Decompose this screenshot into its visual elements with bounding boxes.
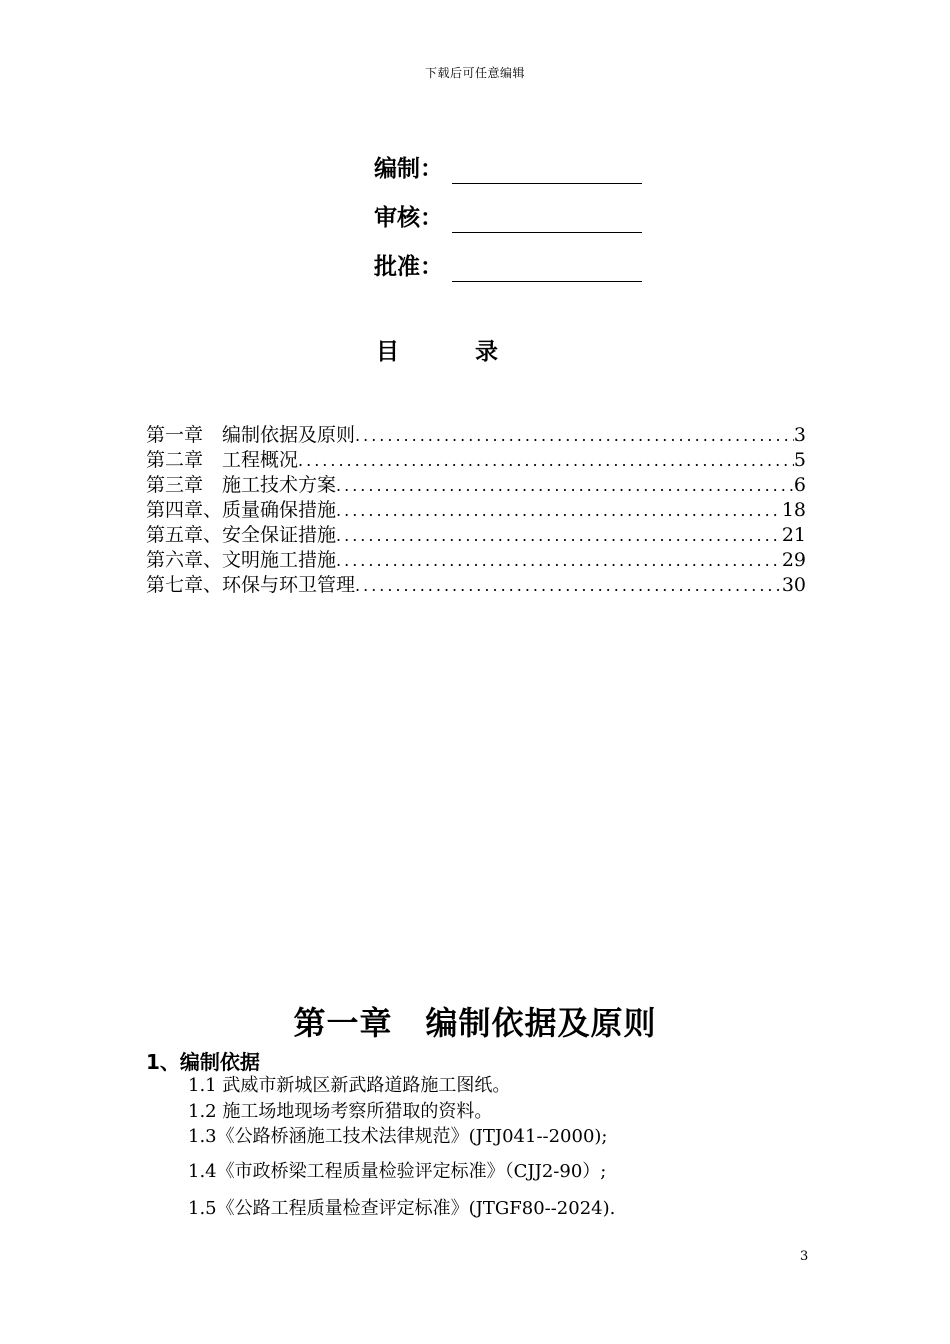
toc-leader-dots	[336, 473, 794, 498]
toc-leader-dots	[336, 523, 782, 548]
toc-entry[interactable]	[146, 448, 806, 473]
signature-line	[452, 255, 642, 282]
signature-line	[452, 157, 642, 184]
toc-entry[interactable]	[146, 573, 806, 598]
basis-item: 1.5《公路工程质量检查评定标准》(JTGF80--2024).	[188, 1198, 616, 1219]
toc-entry-page: 18	[781, 499, 806, 521]
toc-title-left: 目	[376, 339, 399, 365]
toc-entry-text: 第六章、文明施工措施	[146, 549, 337, 571]
page-number: 3	[800, 1249, 809, 1264]
signoff-row-approve	[374, 233, 642, 282]
toc-leader-dots	[336, 498, 782, 523]
signoff-row-review	[374, 184, 642, 233]
toc-entry-text: 第五章、安全保证措施	[146, 524, 337, 546]
toc-title-right: 录	[475, 339, 498, 365]
toc-title	[376, 333, 498, 366]
toc-entry-page: 29	[781, 549, 806, 571]
chapter-title: 第一章 编制依据及原则	[293, 1004, 657, 1042]
toc-entry-page: 5	[793, 449, 806, 471]
signoff-label: 审核：	[374, 205, 443, 231]
basis-item: 1.1 武威市新城区新武路道路施工图纸。	[188, 1075, 511, 1096]
toc-entry[interactable]	[146, 498, 806, 523]
toc-entry-text: 第一章 编制依据及原则	[146, 424, 356, 446]
toc-leader-dots	[298, 448, 794, 473]
toc-leader-dots	[355, 423, 794, 448]
toc-entry[interactable]	[146, 548, 806, 573]
toc-entry-page: 3	[793, 424, 806, 446]
toc-entry-text: 第四章、质量确保措施	[146, 499, 337, 521]
toc-entry-page: 6	[793, 474, 806, 496]
table-of-contents	[146, 423, 806, 598]
toc-entry-page: 30	[781, 574, 806, 596]
toc-entry[interactable]	[146, 473, 806, 498]
toc-entry-text: 第二章 工程概况	[146, 449, 299, 471]
toc-entry-text: 第三章 施工技术方案	[146, 474, 337, 496]
toc-entry-text: 第七章、环保与环卫管理	[146, 574, 356, 596]
signoff-block	[374, 135, 642, 282]
page-header: 下载后可任意编辑	[424, 66, 525, 80]
signoff-row-compile	[374, 135, 642, 184]
signoff-label: 编制：	[374, 156, 443, 182]
toc-entry-page: 21	[781, 524, 806, 546]
toc-entry[interactable]	[146, 423, 806, 448]
toc-leader-dots	[336, 548, 782, 573]
toc-leader-dots	[355, 573, 782, 598]
basis-item: 1.4《市政桥梁工程质量检验评定标准》（CJJ2-90）;	[188, 1161, 607, 1182]
toc-entry[interactable]	[146, 523, 806, 548]
basis-item: 1.2 施工场地现场考察所猎取的资料。	[188, 1101, 493, 1122]
signature-line	[452, 206, 642, 233]
section-heading: 1、编制依据	[146, 1050, 260, 1074]
basis-item: 1.3《公路桥涵施工技术法律规范》(JTJ041--2000);	[188, 1126, 608, 1147]
signoff-label: 批准：	[374, 254, 443, 280]
